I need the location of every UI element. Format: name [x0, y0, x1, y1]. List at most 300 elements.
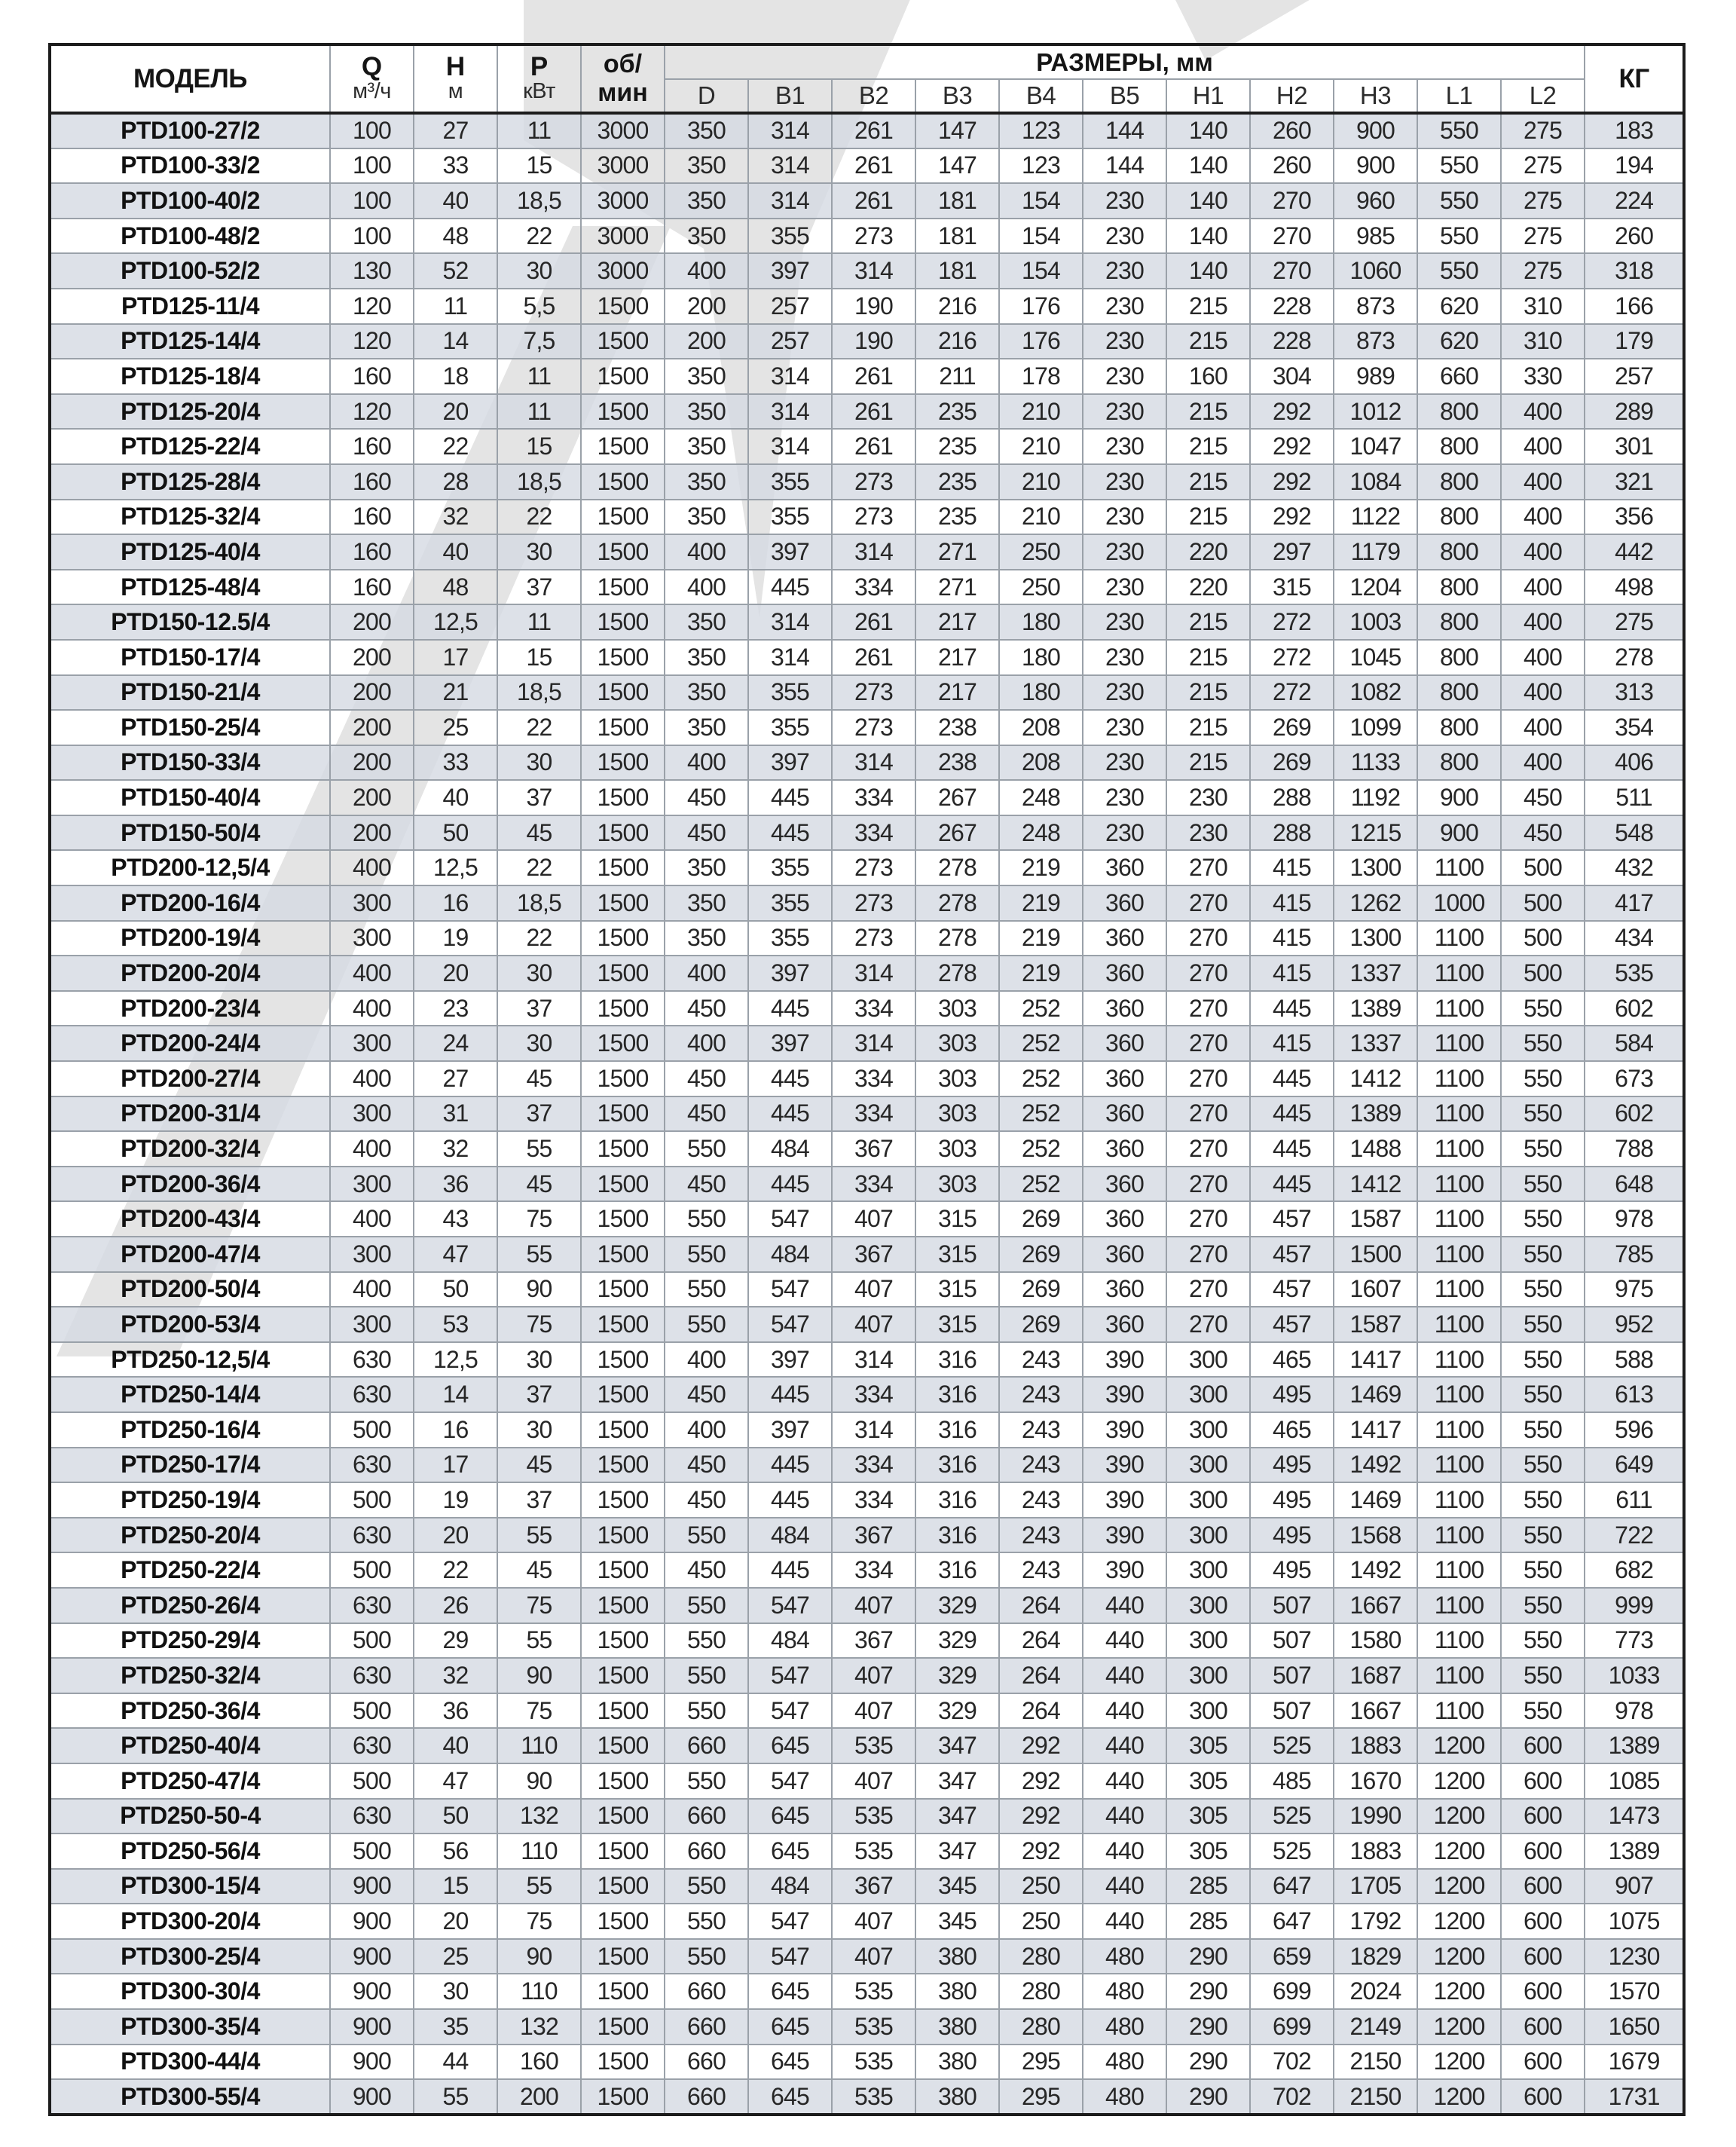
value-cell: 252	[999, 1096, 1083, 1132]
value-cell: 507	[1250, 1658, 1334, 1693]
model-cell: PTD125-14/4	[50, 324, 330, 359]
value-cell: 260	[1585, 219, 1684, 254]
value-cell: 25	[414, 710, 497, 745]
value-cell: 350	[665, 604, 748, 640]
value-cell: 140	[1166, 148, 1250, 184]
value-cell: 1100	[1417, 956, 1501, 991]
value-cell: 181	[915, 219, 999, 254]
value-cell: 15	[497, 640, 581, 675]
value-cell: 215	[1166, 604, 1250, 640]
value-cell: 275	[1501, 113, 1585, 148]
value-cell: 300	[1166, 1518, 1250, 1553]
value-cell: 316	[915, 1377, 999, 1412]
value-cell: 550	[1501, 1201, 1585, 1237]
value-cell: 445	[748, 1377, 832, 1412]
value-cell: 316	[915, 1448, 999, 1483]
value-cell: 3000	[581, 148, 665, 184]
value-cell: 30	[497, 745, 581, 781]
table-row	[50, 604, 1684, 640]
value-cell: 1990	[1334, 1799, 1417, 1834]
value-cell: 32	[414, 1131, 497, 1167]
table-row	[50, 1377, 1684, 1412]
value-cell: 292	[1250, 394, 1334, 430]
value-cell: 215	[1166, 640, 1250, 675]
model-cell: PTD250-14/4	[50, 1377, 330, 1412]
value-cell: 360	[1083, 991, 1166, 1026]
value-cell: 120	[330, 324, 414, 359]
value-cell: 1500	[581, 1448, 665, 1483]
value-cell: 660	[665, 1799, 748, 1834]
value-cell: 440	[1083, 1693, 1166, 1729]
value-cell: 1500	[581, 1623, 665, 1659]
value-cell: 29	[414, 1623, 497, 1659]
value-cell: 22	[497, 921, 581, 956]
table-row	[50, 534, 1684, 570]
model-cell: PTD125-18/4	[50, 359, 330, 394]
value-cell: 275	[1585, 604, 1684, 640]
value-cell: 238	[915, 710, 999, 745]
value-cell: 1587	[1334, 1201, 1417, 1237]
value-cell: 330	[1501, 359, 1585, 394]
value-cell: 550	[665, 1939, 748, 1974]
value-cell: 45	[497, 1552, 581, 1588]
value-cell: 1500	[581, 394, 665, 430]
value-cell: 314	[748, 113, 832, 148]
model-cell: PTD250-19/4	[50, 1482, 330, 1518]
value-cell: 400	[1501, 464, 1585, 500]
table-row	[50, 1096, 1684, 1132]
value-cell: 1045	[1334, 640, 1417, 675]
value-cell: 230	[1166, 815, 1250, 851]
value-cell: 2150	[1334, 2079, 1417, 2115]
value-cell: 507	[1250, 1588, 1334, 1623]
value-cell: 200	[330, 675, 414, 711]
value-cell: 285	[1166, 1869, 1250, 1904]
value-cell: 1100	[1417, 1377, 1501, 1412]
value-cell: 310	[1501, 324, 1585, 359]
value-cell: 27	[414, 1061, 497, 1096]
value-cell: 230	[1166, 780, 1250, 815]
value-cell: 178	[999, 359, 1083, 394]
value-cell: 24	[414, 1026, 497, 1061]
value-cell: 230	[1083, 604, 1166, 640]
model-cell: PTD200-27/4	[50, 1061, 330, 1096]
value-cell: 1500	[581, 500, 665, 535]
value-cell: 1133	[1334, 745, 1417, 781]
rpm-line2: мин	[598, 78, 648, 107]
value-cell: 230	[1083, 534, 1166, 570]
value-cell: 318	[1585, 253, 1684, 289]
value-cell: 243	[999, 1552, 1083, 1588]
value-cell: 123	[999, 148, 1083, 184]
value-cell: 1033	[1585, 1658, 1684, 1693]
value-cell: 550	[665, 1588, 748, 1623]
value-cell: 1099	[1334, 710, 1417, 745]
value-cell: 450	[665, 1552, 748, 1588]
value-cell: 407	[832, 1272, 915, 1307]
value-cell: 800	[1417, 570, 1501, 605]
h-symbol: Н	[445, 51, 466, 81]
pump-spec-table	[48, 43, 1686, 2116]
value-cell: 500	[1501, 921, 1585, 956]
value-cell: 1500	[581, 1272, 665, 1307]
table-row	[50, 113, 1684, 148]
value-cell: 40	[414, 780, 497, 815]
value-cell: 250	[999, 534, 1083, 570]
value-cell: 14	[414, 1377, 497, 1412]
value-cell: 144	[1083, 148, 1166, 184]
table-row	[50, 640, 1684, 675]
value-cell: 334	[832, 1377, 915, 1412]
value-cell: 230	[1083, 183, 1166, 219]
model-cell: PTD200-24/4	[50, 1026, 330, 1061]
value-cell: 900	[1334, 148, 1417, 184]
value-cell: 211	[915, 359, 999, 394]
value-cell: 465	[1250, 1412, 1334, 1448]
value-cell: 35	[414, 2009, 497, 2045]
value-cell: 1082	[1334, 675, 1417, 711]
value-cell: 407	[832, 1693, 915, 1729]
model-cell: PTD200-47/4	[50, 1237, 330, 1272]
value-cell: 261	[832, 604, 915, 640]
value-cell: 400	[665, 1026, 748, 1061]
value-cell: 1469	[1334, 1482, 1417, 1518]
model-cell: PTD100-52/2	[50, 253, 330, 289]
value-cell: 347	[915, 1834, 999, 1869]
table-row	[50, 253, 1684, 289]
model-cell: PTD125-11/4	[50, 289, 330, 324]
value-cell: 314	[832, 1026, 915, 1061]
value-cell: 15	[414, 1869, 497, 1904]
value-cell: 1500	[581, 780, 665, 815]
value-cell: 500	[1501, 885, 1585, 921]
value-cell: 500	[330, 1482, 414, 1518]
value-cell: 300	[1166, 1658, 1250, 1693]
table-row	[50, 1237, 1684, 1272]
table-header	[50, 44, 1684, 113]
model-cell: PTD125-48/4	[50, 570, 330, 605]
value-cell: 290	[1166, 2079, 1250, 2115]
value-cell: 380	[915, 2079, 999, 2115]
value-cell: 800	[1417, 464, 1501, 500]
value-cell: 450	[665, 1448, 748, 1483]
value-cell: 31	[414, 1096, 497, 1132]
model-cell: PTD200-50/4	[50, 1272, 330, 1307]
model-cell: PTD125-32/4	[50, 500, 330, 535]
model-cell: PTD125-22/4	[50, 429, 330, 464]
table-row	[50, 1061, 1684, 1096]
value-cell: 300	[1166, 1552, 1250, 1588]
value-cell: 16	[414, 1412, 497, 1448]
value-cell: 407	[832, 1658, 915, 1693]
value-cell: 400	[665, 745, 748, 781]
table-row	[50, 1131, 1684, 1167]
value-cell: 900	[330, 1939, 414, 1974]
table-row	[50, 675, 1684, 711]
value-cell: 660	[665, 1834, 748, 1869]
value-cell: 334	[832, 1096, 915, 1132]
value-cell: 350	[665, 500, 748, 535]
model-cell: PTD200-16/4	[50, 885, 330, 921]
value-cell: 273	[832, 885, 915, 921]
value-cell: 314	[832, 956, 915, 991]
col-header-d: D	[665, 79, 748, 113]
value-cell: 1200	[1417, 1799, 1501, 1834]
col-header-l1: L1	[1417, 79, 1501, 113]
value-cell: 1500	[581, 1658, 665, 1693]
col-header-b5: B5	[1083, 79, 1166, 113]
value-cell: 355	[748, 675, 832, 711]
value-cell: 20	[414, 956, 497, 991]
value-cell: 360	[1083, 1131, 1166, 1167]
value-cell: 355	[748, 885, 832, 921]
value-cell: 215	[1166, 464, 1250, 500]
value-cell: 290	[1166, 2009, 1250, 2045]
value-cell: 100	[330, 219, 414, 254]
value-cell: 243	[999, 1482, 1083, 1518]
value-cell: 773	[1585, 1623, 1684, 1659]
value-cell: 535	[832, 1974, 915, 2009]
value-cell: 210	[999, 500, 1083, 535]
value-cell: 702	[1250, 2045, 1334, 2080]
value-cell: 264	[999, 1658, 1083, 1693]
model-cell: PTD100-33/2	[50, 148, 330, 184]
value-cell: 305	[1166, 1834, 1250, 1869]
value-cell: 270	[1166, 956, 1250, 991]
value-cell: 1667	[1334, 1588, 1417, 1623]
value-cell: 360	[1083, 956, 1166, 991]
table-row	[50, 429, 1684, 464]
value-cell: 130	[330, 253, 414, 289]
value-cell: 216	[915, 324, 999, 359]
value-cell: 525	[1250, 1728, 1334, 1763]
value-cell: 350	[665, 675, 748, 711]
value-cell: 397	[748, 1342, 832, 1378]
value-cell: 30	[497, 1342, 581, 1378]
value-cell: 140	[1166, 183, 1250, 219]
value-cell: 445	[748, 1482, 832, 1518]
value-cell: 300	[1166, 1448, 1250, 1483]
value-cell: 261	[832, 394, 915, 430]
value-cell: 660	[665, 2045, 748, 2080]
value-cell: 313	[1585, 675, 1684, 711]
value-cell: 550	[1501, 1658, 1585, 1693]
value-cell: 230	[1083, 675, 1166, 711]
value-cell: 647	[1250, 1869, 1334, 1904]
value-cell: 305	[1166, 1763, 1250, 1799]
value-cell: 280	[999, 2009, 1083, 2045]
value-cell: 550	[1501, 1307, 1585, 1342]
value-cell: 257	[1585, 359, 1684, 394]
model-cell: PTD250-40/4	[50, 1728, 330, 1763]
value-cell: 300	[330, 1167, 414, 1202]
value-cell: 48	[414, 219, 497, 254]
value-cell: 1200	[1417, 1834, 1501, 1869]
value-cell: 314	[748, 640, 832, 675]
value-cell: 367	[832, 1237, 915, 1272]
value-cell: 200	[330, 815, 414, 851]
value-cell: 547	[748, 1693, 832, 1729]
value-cell: 547	[748, 1307, 832, 1342]
model-cell: PTD200-43/4	[50, 1201, 330, 1237]
value-cell: 1731	[1585, 2079, 1684, 2115]
value-cell: 230	[1083, 359, 1166, 394]
value-cell: 179	[1585, 324, 1684, 359]
value-cell: 390	[1083, 1448, 1166, 1483]
value-cell: 75	[497, 1307, 581, 1342]
table-row	[50, 1693, 1684, 1729]
value-cell: 360	[1083, 850, 1166, 885]
value-cell: 55	[497, 1869, 581, 1904]
value-cell: 345	[915, 1869, 999, 1904]
value-cell: 1389	[1334, 1096, 1417, 1132]
value-cell: 261	[832, 183, 915, 219]
value-cell: 1200	[1417, 1763, 1501, 1799]
value-cell: 600	[1501, 1834, 1585, 1869]
value-cell: 314	[832, 1412, 915, 1448]
value-cell: 550	[1501, 1693, 1585, 1729]
value-cell: 248	[999, 780, 1083, 815]
value-cell: 485	[1250, 1763, 1334, 1799]
model-cell: PTD150-17/4	[50, 640, 330, 675]
value-cell: 360	[1083, 1061, 1166, 1096]
value-cell: 1100	[1417, 1237, 1501, 1272]
value-cell: 230	[1083, 745, 1166, 781]
value-cell: 235	[915, 429, 999, 464]
value-cell: 535	[832, 1799, 915, 1834]
value-cell: 90	[497, 1939, 581, 1974]
value-cell: 450	[665, 1167, 748, 1202]
value-cell: 28	[414, 464, 497, 500]
value-cell: 120	[330, 394, 414, 430]
q-symbol: Q	[361, 51, 383, 81]
value-cell: 400	[330, 850, 414, 885]
value-cell: 952	[1585, 1307, 1684, 1342]
value-cell: 219	[999, 850, 1083, 885]
value-cell: 300	[330, 1237, 414, 1272]
table-row	[50, 1272, 1684, 1307]
value-cell: 200	[665, 324, 748, 359]
value-cell: 334	[832, 1482, 915, 1518]
table-row	[50, 1552, 1684, 1588]
table-row	[50, 464, 1684, 500]
value-cell: 1500	[581, 570, 665, 605]
value-cell: 397	[748, 253, 832, 289]
value-cell: 978	[1585, 1201, 1684, 1237]
value-cell: 350	[665, 219, 748, 254]
value-cell: 36	[414, 1693, 497, 1729]
value-cell: 75	[497, 1693, 581, 1729]
value-cell: 230	[1083, 815, 1166, 851]
value-cell: 407	[832, 1588, 915, 1623]
value-cell: 230	[1083, 289, 1166, 324]
value-cell: 273	[832, 675, 915, 711]
value-cell: 230	[1083, 710, 1166, 745]
value-cell: 1570	[1585, 1974, 1684, 2009]
model-cell: PTD300-15/4	[50, 1869, 330, 1904]
value-cell: 550	[1417, 253, 1501, 289]
value-cell: 55	[497, 1518, 581, 1553]
value-cell: 350	[665, 921, 748, 956]
value-cell: 400	[330, 1272, 414, 1307]
value-cell: 550	[1501, 1342, 1585, 1378]
value-cell: 292	[1250, 429, 1334, 464]
value-cell: 380	[915, 1939, 999, 1974]
value-cell: 535	[1585, 956, 1684, 991]
value-cell: 21	[414, 675, 497, 711]
value-cell: 272	[1250, 640, 1334, 675]
value-cell: 989	[1334, 359, 1417, 394]
value-cell: 702	[1250, 2079, 1334, 2115]
value-cell: 110	[497, 1974, 581, 2009]
value-cell: 645	[748, 1974, 832, 2009]
value-cell: 11	[497, 394, 581, 430]
table-body	[50, 113, 1684, 2115]
model-cell: PTD125-20/4	[50, 394, 330, 430]
value-cell: 645	[748, 1834, 832, 1869]
value-cell: 350	[665, 394, 748, 430]
value-cell: 300	[1166, 1623, 1250, 1659]
value-cell: 230	[1083, 324, 1166, 359]
value-cell: 1100	[1417, 1026, 1501, 1061]
value-cell: 1100	[1417, 1693, 1501, 1729]
value-cell: 334	[832, 1061, 915, 1096]
value-cell: 445	[1250, 1061, 1334, 1096]
value-cell: 285	[1166, 1904, 1250, 1939]
value-cell: 252	[999, 1131, 1083, 1167]
value-cell: 273	[832, 219, 915, 254]
value-cell: 292	[999, 1799, 1083, 1834]
value-cell: 1060	[1334, 253, 1417, 289]
value-cell: 445	[748, 570, 832, 605]
value-cell: 19	[414, 1482, 497, 1518]
value-cell: 200	[497, 2079, 581, 2115]
value-cell: 219	[999, 885, 1083, 921]
value-cell: 484	[748, 1623, 832, 1659]
value-cell: 900	[330, 1904, 414, 1939]
value-cell: 252	[999, 1026, 1083, 1061]
value-cell: 275	[1501, 253, 1585, 289]
value-cell: 176	[999, 289, 1083, 324]
h-unit: м	[448, 79, 463, 104]
value-cell: 304	[1250, 359, 1334, 394]
model-cell: PTD300-35/4	[50, 2009, 330, 2045]
value-cell: 525	[1250, 1799, 1334, 1834]
table-row	[50, 1518, 1684, 1553]
value-cell: 316	[915, 1552, 999, 1588]
table-row	[50, 148, 1684, 184]
value-cell: 305	[1166, 1799, 1250, 1834]
value-cell: 1100	[1417, 1131, 1501, 1167]
value-cell: 295	[999, 2079, 1083, 2115]
model-cell: PTD300-55/4	[50, 2079, 330, 2115]
value-cell: 90	[497, 1763, 581, 1799]
value-cell: 292	[1250, 464, 1334, 500]
value-cell: 275	[1501, 148, 1585, 184]
value-cell: 415	[1250, 921, 1334, 956]
value-cell: 50	[414, 1272, 497, 1307]
value-cell: 1500	[581, 1552, 665, 1588]
value-cell: 350	[665, 710, 748, 745]
value-cell: 1085	[1585, 1763, 1684, 1799]
value-cell: 630	[330, 1588, 414, 1623]
value-cell: 380	[915, 1974, 999, 2009]
model-cell: PTD150-21/4	[50, 675, 330, 711]
value-cell: 160	[330, 500, 414, 535]
value-cell: 18	[414, 359, 497, 394]
value-cell: 1417	[1334, 1342, 1417, 1378]
value-cell: 600	[1501, 2079, 1585, 2115]
